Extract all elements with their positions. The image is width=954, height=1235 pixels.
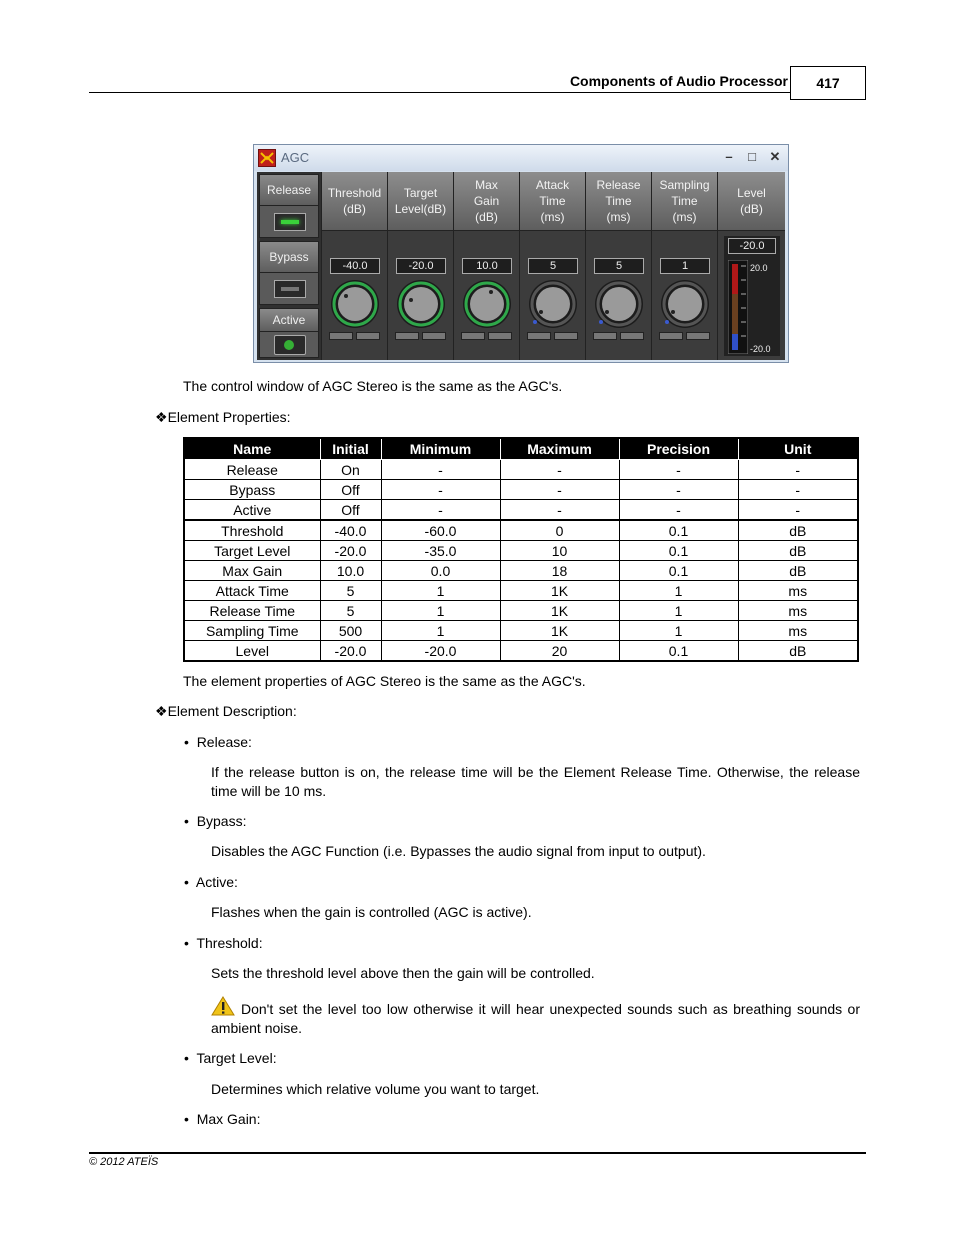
table-cell: Release	[184, 460, 320, 480]
warning-icon	[211, 996, 235, 1016]
table-cell: Level	[184, 641, 320, 662]
maximize-icon[interactable]: □	[748, 149, 756, 164]
table-cell: 18	[500, 561, 619, 581]
table-cell: 1K	[500, 601, 619, 621]
bypass-button-label: Bypass	[260, 242, 318, 273]
table-cell: Threshold	[184, 520, 320, 541]
minimize-icon[interactable]: –	[725, 149, 733, 164]
bullet-dot-icon: •	[184, 1050, 189, 1066]
target-level-label: Target Level(dB)	[388, 172, 453, 231]
threshold-value[interactable]: -40.0	[330, 258, 380, 274]
release-button[interactable]	[259, 174, 319, 238]
release-time-knob[interactable]	[593, 278, 645, 330]
table-cell: -20.0	[381, 641, 500, 662]
app-logo-icon	[258, 149, 276, 167]
active-description: Flashes when the gain is controlled (AGC is active).	[211, 904, 532, 920]
bullet-bypass	[184, 812, 247, 831]
table-cell: 0	[500, 520, 619, 541]
target-level-value[interactable]: -20.0	[396, 258, 446, 274]
max-gain-column	[453, 172, 519, 360]
table-cell: Off	[320, 500, 381, 521]
agc-panel	[257, 172, 785, 360]
section-element-description	[155, 702, 297, 721]
table-cell: ms	[738, 581, 858, 601]
table-header-cell: Maximum	[500, 438, 619, 460]
target-level-column	[387, 172, 453, 360]
level-meter-bar	[728, 260, 748, 354]
table-cell: Release Time	[184, 601, 320, 621]
table-cell: 5	[320, 581, 381, 601]
threshold-column	[321, 172, 387, 360]
sampling-time-knob[interactable]	[659, 278, 711, 330]
target-level-knob[interactable]	[395, 278, 447, 330]
table-row	[184, 520, 858, 541]
table-cell: -35.0	[381, 541, 500, 561]
threshold-label: Threshold (dB)	[322, 172, 387, 231]
table-cell: -	[500, 480, 619, 500]
table-cell: 0.1	[619, 541, 738, 561]
footer-rule	[89, 1152, 866, 1154]
table-row	[184, 621, 858, 641]
active-label: Active	[260, 309, 318, 332]
table-cell: 1	[619, 601, 738, 621]
release-time-label: Release Time (ms)	[586, 172, 651, 231]
bullet-max-gain	[184, 1110, 261, 1129]
table-header-row	[184, 438, 858, 460]
attack-time-knob[interactable]	[527, 278, 579, 330]
close-icon[interactable]: ✕	[769, 149, 781, 164]
level-scale-top: 20.0	[750, 263, 768, 273]
window-title: AGC	[281, 150, 310, 165]
bullet-threshold	[184, 934, 263, 953]
bypass-button[interactable]	[259, 241, 319, 305]
table-cell: ms	[738, 601, 858, 621]
table-cell: -20.0	[320, 541, 381, 561]
agc-window	[253, 144, 789, 363]
table-cell: -60.0	[381, 520, 500, 541]
header-rule	[89, 92, 791, 93]
diamond-bullet-icon: ❖	[155, 703, 168, 719]
table-cell: -	[381, 500, 500, 521]
table-cell: -	[738, 500, 858, 521]
level-value: -20.0	[728, 238, 776, 254]
bypass-led-icon	[274, 280, 306, 298]
table-header-cell: Name	[184, 438, 320, 460]
table-cell: Active	[184, 500, 320, 521]
threshold-warning	[211, 996, 860, 1038]
bypass-description: Disables the AGC Function (i.e. Bypasses the audio signal from input to output).	[211, 843, 706, 859]
section-title: Element Description:	[167, 703, 297, 719]
diamond-bullet-icon: ❖	[155, 409, 168, 425]
sampling-time-step-arrows[interactable]	[659, 332, 711, 340]
target-level-description: Determines which relative volume you want to target.	[211, 1081, 540, 1097]
table-cell: 0.1	[619, 561, 738, 581]
table-cell: -	[381, 480, 500, 500]
warning-text: Don't set the level too low otherwise it will hear unexpected sounds such as breathing sounds or ambient noise.	[211, 1001, 860, 1036]
bullet-title: Target Level:	[196, 1050, 277, 1066]
target-level-step-arrows[interactable]	[395, 332, 447, 340]
bullet-title: Threshold:	[196, 935, 263, 951]
section-title: Element Properties:	[167, 409, 291, 425]
bullet-title: Max Gain:	[196, 1111, 261, 1127]
max-gain-knob[interactable]	[461, 278, 513, 330]
table-cell: dB	[738, 561, 858, 581]
table-row	[184, 601, 858, 621]
table-cell: -	[738, 460, 858, 480]
table-cell: dB	[738, 541, 858, 561]
table-cell: 5	[320, 601, 381, 621]
max-gain-label: Max Gain (dB)	[454, 172, 519, 231]
max-gain-value[interactable]: 10.0	[462, 258, 512, 274]
bullet-target-level	[184, 1049, 277, 1068]
bullet-title: Active:	[195, 874, 238, 890]
table-cell: 1	[619, 581, 738, 601]
level-scale-bottom: -20.0	[750, 344, 771, 354]
sampling-time-label: Sampling Time (ms)	[652, 172, 717, 231]
footer-copyright: © 2012 ATEÏS	[89, 1156, 159, 1168]
table-cell: -	[619, 460, 738, 480]
table-cell: 1	[619, 621, 738, 641]
table-cell: 500	[320, 621, 381, 641]
table-cell: Bypass	[184, 480, 320, 500]
table-cell: 0.0	[381, 561, 500, 581]
release-led-icon	[274, 213, 306, 231]
table-cell: 0.1	[619, 520, 738, 541]
table-cell: -20.0	[320, 641, 381, 662]
table-row	[184, 641, 858, 662]
table-cell: Attack Time	[184, 581, 320, 601]
table-cell: -	[619, 480, 738, 500]
bullet-title: Bypass:	[196, 813, 247, 829]
release-time-column	[585, 172, 651, 360]
table-header-cell: Minimum	[381, 438, 500, 460]
bullet-dot-icon: •	[184, 935, 189, 951]
threshold-description: Sets the threshold level above then the gain will be controlled.	[211, 965, 595, 981]
bullet-title: Release:	[196, 734, 252, 750]
attack-time-value[interactable]: 5	[528, 258, 578, 274]
release-time-step-arrows[interactable]	[593, 332, 645, 340]
table-cell: -	[500, 460, 619, 480]
table-cell: 10	[500, 541, 619, 561]
level-meter	[724, 236, 780, 356]
caption-control-window: The control window of AGC Stereo is the same as the AGC's.	[183, 378, 563, 394]
sampling-time-value[interactable]: 1	[660, 258, 710, 274]
bullet-dot-icon: •	[184, 813, 189, 829]
bullet-dot-icon: •	[184, 874, 189, 890]
table-cell: -	[738, 480, 858, 500]
running-header-title: Components of Audio Processor	[569, 73, 788, 89]
attack-time-label: Attack Time (ms)	[520, 172, 585, 231]
table-cell: 1	[381, 581, 500, 601]
threshold-knob[interactable]	[329, 278, 381, 330]
table-header-cell: Initial	[320, 438, 381, 460]
table-row	[184, 541, 858, 561]
table-header-cell: Precision	[619, 438, 738, 460]
table-cell: Max Gain	[184, 561, 320, 581]
caption-element-properties: The element properties of AGC Stereo is the same as the AGC's.	[183, 673, 586, 689]
table-row	[184, 500, 858, 521]
table-cell: 0.1	[619, 641, 738, 662]
release-button-label: Release	[260, 175, 318, 206]
table-cell: -	[381, 460, 500, 480]
table-cell: -	[619, 500, 738, 521]
bullet-dot-icon: •	[184, 1111, 189, 1127]
max-gain-step-arrows[interactable]	[461, 332, 513, 340]
window-titlebar[interactable]	[254, 145, 788, 171]
table-header-cell: Unit	[738, 438, 858, 460]
page-number: 417	[790, 66, 866, 100]
table-cell: -40.0	[320, 520, 381, 541]
threshold-step-arrows[interactable]	[329, 332, 381, 340]
table-cell: 1	[381, 601, 500, 621]
bullet-release	[184, 733, 252, 752]
release-description: If the release button is on, the release time will be the Element Release Time. Otherwise, the release time will be 10 ms.	[211, 764, 860, 799]
element-properties-table	[183, 437, 859, 662]
attack-time-column	[519, 172, 585, 360]
sampling-time-column	[651, 172, 717, 360]
table-cell: dB	[738, 520, 858, 541]
table-cell: Target Level	[184, 541, 320, 561]
table-cell: 1	[381, 621, 500, 641]
table-cell: ms	[738, 621, 858, 641]
table-row	[184, 460, 858, 480]
table-cell: -	[500, 500, 619, 521]
active-led-icon	[274, 335, 306, 355]
release-time-value[interactable]: 5	[594, 258, 644, 274]
table-row	[184, 581, 858, 601]
section-element-properties	[155, 408, 291, 427]
table-cell: 1K	[500, 621, 619, 641]
table-cell: 20	[500, 641, 619, 662]
table-cell: 1K	[500, 581, 619, 601]
active-indicator	[259, 308, 319, 358]
table-row	[184, 480, 858, 500]
table-cell: On	[320, 460, 381, 480]
table-row	[184, 561, 858, 581]
bullet-active	[184, 873, 238, 892]
bullet-dot-icon: •	[184, 734, 189, 750]
level-label: Level (dB)	[718, 172, 785, 231]
table-cell: 10.0	[320, 561, 381, 581]
table-cell: dB	[738, 641, 858, 662]
attack-time-step-arrows[interactable]	[527, 332, 579, 340]
table-cell: Off	[320, 480, 381, 500]
table-cell: Sampling Time	[184, 621, 320, 641]
